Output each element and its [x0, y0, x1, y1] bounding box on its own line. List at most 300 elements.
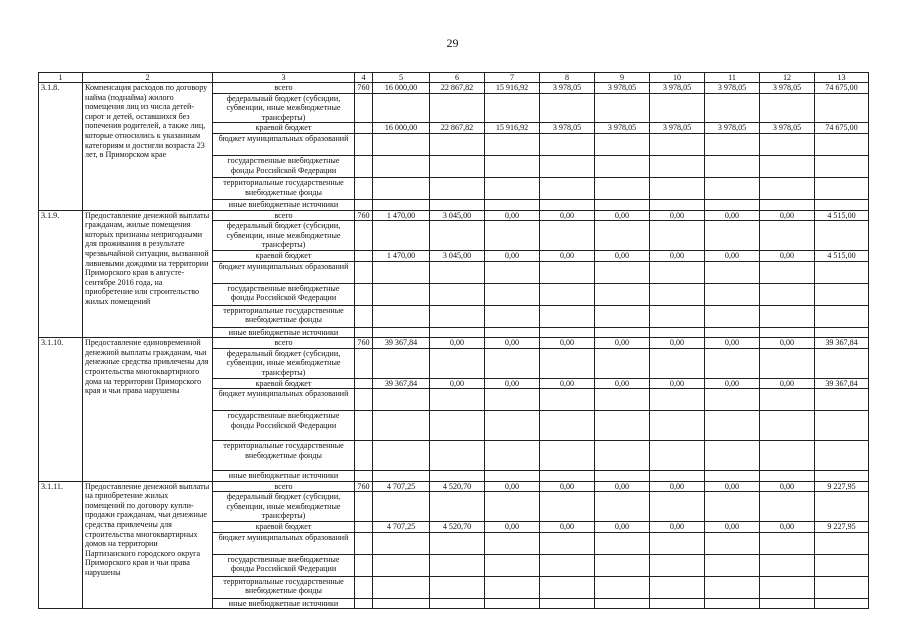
amount-cell: [595, 554, 650, 576]
amount-cell: 0,00: [485, 522, 540, 533]
amount-cell: [430, 492, 485, 522]
amount-cell: 4 707,25: [373, 522, 430, 533]
amount-cell: [815, 576, 869, 598]
amount-cell: 0,00: [705, 250, 760, 261]
amount-cell: [485, 177, 540, 199]
item-code: 3.1.9.: [39, 210, 83, 338]
amount-cell: [760, 348, 815, 378]
amount-cell: [485, 283, 540, 305]
amount-cell: 0,00: [540, 250, 595, 261]
amount-cell: [540, 492, 595, 522]
amount-cell: [373, 576, 430, 598]
amount-cell: [540, 598, 595, 609]
funding-source: территориальные государственные внебюджетные фонды: [213, 441, 355, 471]
amount-cell: [705, 283, 760, 305]
amount-cell: [430, 199, 485, 210]
column-4-cell: [355, 532, 373, 554]
amount-cell: [650, 199, 705, 210]
amount-cell: 0,00: [705, 378, 760, 389]
amount-cell: 0,00: [485, 378, 540, 389]
amount-cell: [650, 133, 705, 155]
amount-cell: [705, 411, 760, 441]
funding-source: иные внебюджетные источники: [213, 598, 355, 609]
amount-cell: [540, 155, 595, 177]
amount-cell: 4 707,25: [373, 481, 430, 492]
amount-cell: 0,00: [430, 378, 485, 389]
funding-source: иные внебюджетные источники: [213, 471, 355, 482]
amount-cell: 0,00: [540, 378, 595, 389]
amount-cell: 3 978,05: [705, 83, 760, 94]
amount-cell: 0,00: [650, 210, 705, 221]
amount-cell: [373, 177, 430, 199]
amount-cell: 0,00: [485, 481, 540, 492]
amount-cell: [760, 576, 815, 598]
amount-cell: 3 978,05: [650, 83, 705, 94]
column-4-cell: [355, 327, 373, 338]
table-row: [39, 210, 869, 221]
item-code: 3.1.10.: [39, 338, 83, 482]
item-name: Предоставление денежной выплаты гражданам, жилые помещения которых признаны непригодными для проживания в результате чрезвычайной ситуации, вызванной ливневыми дождями на территории Приморского края в августе-сентябре 2016 года, на приобретение или строительство жилых помещений: [83, 210, 213, 338]
amount-cell: [815, 389, 869, 411]
amount-cell: 4 515,00: [815, 250, 869, 261]
amount-cell: [595, 155, 650, 177]
amount-cell: 0,00: [705, 522, 760, 533]
amount-cell: 0,00: [650, 378, 705, 389]
amount-cell: 9 227,95: [815, 522, 869, 533]
amount-cell: [815, 305, 869, 327]
amount-cell: [705, 554, 760, 576]
amount-cell: [705, 133, 760, 155]
amount-cell: [760, 389, 815, 411]
amount-cell: [760, 305, 815, 327]
amount-cell: [650, 221, 705, 251]
amount-cell: 3 978,05: [595, 123, 650, 134]
amount-cell: [815, 261, 869, 283]
amount-cell: 39 367,84: [815, 338, 869, 349]
amount-cell: [650, 532, 705, 554]
amount-cell: [815, 155, 869, 177]
column-4-cell: [355, 598, 373, 609]
amount-cell: 0,00: [705, 338, 760, 349]
amount-cell: [485, 93, 540, 123]
header-cell: 8: [540, 73, 595, 83]
amount-cell: [650, 389, 705, 411]
amount-cell: 0,00: [760, 378, 815, 389]
funding-source: федеральный бюджет (субсидии, субвенции, иные межбюджетные трансферты): [213, 492, 355, 522]
amount-cell: [373, 327, 430, 338]
amount-cell: [373, 93, 430, 123]
page-number: 29: [446, 36, 459, 50]
amount-cell: [705, 221, 760, 251]
amount-cell: 4 520,70: [430, 481, 485, 492]
funding-source: бюджет муниципальных образований: [213, 389, 355, 411]
amount-cell: [430, 133, 485, 155]
amount-cell: [373, 532, 430, 554]
amount-cell: [540, 554, 595, 576]
amount-cell: 0,00: [595, 250, 650, 261]
amount-cell: 0,00: [650, 522, 705, 533]
header-cell: 10: [650, 73, 705, 83]
amount-cell: 3 978,05: [760, 83, 815, 94]
header-cell: 1: [39, 73, 83, 83]
amount-cell: [430, 471, 485, 482]
amount-cell: [430, 348, 485, 378]
amount-cell: [430, 441, 485, 471]
amount-cell: [430, 327, 485, 338]
funding-source: территориальные государственные внебюджетные фонды: [213, 305, 355, 327]
item-code: 3.1.8.: [39, 83, 83, 211]
amount-cell: 0,00: [595, 210, 650, 221]
funding-source: государственные внебюджетные фонды Российской Федерации: [213, 411, 355, 441]
funding-source: бюджет муниципальных образований: [213, 532, 355, 554]
amount-cell: 39 367,84: [373, 338, 430, 349]
table-row: [39, 481, 869, 492]
amount-cell: [595, 441, 650, 471]
amount-cell: [485, 199, 540, 210]
amount-cell: 3 978,05: [595, 83, 650, 94]
amount-cell: [485, 389, 540, 411]
amount-cell: [650, 554, 705, 576]
amount-cell: [540, 177, 595, 199]
amount-cell: [430, 261, 485, 283]
amount-cell: [760, 411, 815, 441]
column-4-cell: [355, 554, 373, 576]
amount-cell: [485, 598, 540, 609]
amount-cell: [815, 177, 869, 199]
amount-cell: [373, 441, 430, 471]
column-4-cell: [355, 199, 373, 210]
amount-cell: [595, 199, 650, 210]
amount-cell: 4 515,00: [815, 210, 869, 221]
amount-cell: 15 916,92: [485, 123, 540, 134]
column-4-cell: [355, 283, 373, 305]
amount-cell: [760, 492, 815, 522]
amount-cell: [430, 221, 485, 251]
amount-cell: [595, 327, 650, 338]
amount-cell: [373, 221, 430, 251]
amount-cell: 0,00: [760, 338, 815, 349]
header-cell: 11: [705, 73, 760, 83]
amount-cell: [760, 133, 815, 155]
column-4-cell: 760: [355, 210, 373, 221]
amount-cell: [595, 93, 650, 123]
amount-cell: [705, 327, 760, 338]
amount-cell: 0,00: [650, 250, 705, 261]
funding-source: бюджет муниципальных образований: [213, 133, 355, 155]
amount-cell: [760, 261, 815, 283]
amount-cell: [760, 554, 815, 576]
amount-cell: [705, 261, 760, 283]
amount-cell: 0,00: [540, 210, 595, 221]
amount-cell: [815, 133, 869, 155]
amount-cell: [430, 576, 485, 598]
funding-source: территориальные государственные внебюджетные фонды: [213, 177, 355, 199]
header-cell: 12: [760, 73, 815, 83]
amount-cell: [650, 471, 705, 482]
amount-cell: 0,00: [650, 338, 705, 349]
amount-cell: [815, 441, 869, 471]
amount-cell: 3 978,05: [540, 83, 595, 94]
amount-cell: [650, 155, 705, 177]
amount-cell: 3 045,00: [430, 210, 485, 221]
amount-cell: [705, 389, 760, 411]
amount-cell: [430, 389, 485, 411]
amount-cell: [373, 155, 430, 177]
column-4-cell: [355, 221, 373, 251]
header-cell: 13: [815, 73, 869, 83]
amount-cell: [485, 221, 540, 251]
column-4-cell: [355, 305, 373, 327]
amount-cell: [815, 199, 869, 210]
amount-cell: [485, 441, 540, 471]
amount-cell: [705, 177, 760, 199]
amount-cell: [485, 411, 540, 441]
amount-cell: [815, 283, 869, 305]
column-4-cell: [355, 123, 373, 134]
amount-cell: 1 470,00: [373, 210, 430, 221]
amount-cell: [595, 283, 650, 305]
amount-cell: [760, 441, 815, 471]
amount-cell: [430, 598, 485, 609]
column-4-cell: [355, 411, 373, 441]
header-cell: 5: [373, 73, 430, 83]
amount-cell: [430, 554, 485, 576]
amount-cell: [373, 261, 430, 283]
amount-cell: [540, 389, 595, 411]
amount-cell: [373, 348, 430, 378]
column-4-cell: [355, 250, 373, 261]
funding-source: государственные внебюджетные фонды Российской Федерации: [213, 155, 355, 177]
amount-cell: [760, 221, 815, 251]
funding-source: федеральный бюджет (субсидии, субвенции, иные межбюджетные трансферты): [213, 221, 355, 251]
amount-cell: [540, 261, 595, 283]
amount-cell: 3 978,05: [705, 123, 760, 134]
amount-cell: [815, 327, 869, 338]
amount-cell: [595, 389, 650, 411]
amount-cell: [705, 471, 760, 482]
amount-cell: [540, 327, 595, 338]
amount-cell: [650, 327, 705, 338]
amount-cell: 3 978,05: [760, 123, 815, 134]
table-row: [39, 83, 869, 94]
amount-cell: [373, 133, 430, 155]
column-4-cell: 760: [355, 83, 373, 94]
column-4-cell: [355, 471, 373, 482]
amount-cell: [815, 554, 869, 576]
amount-cell: [595, 261, 650, 283]
amount-cell: [373, 411, 430, 441]
header-cell: 7: [485, 73, 540, 83]
amount-cell: [485, 305, 540, 327]
header-cell: 9: [595, 73, 650, 83]
header-row: [39, 73, 869, 83]
amount-cell: [705, 93, 760, 123]
funding-source: территориальные государственные внебюджетные фонды: [213, 576, 355, 598]
amount-cell: 0,00: [595, 338, 650, 349]
amount-cell: [650, 283, 705, 305]
column-4-cell: [355, 492, 373, 522]
column-4-cell: [355, 155, 373, 177]
amount-cell: [373, 283, 430, 305]
amount-cell: [595, 221, 650, 251]
amount-cell: 0,00: [540, 481, 595, 492]
amount-cell: [705, 532, 760, 554]
amount-cell: 0,00: [760, 250, 815, 261]
amount-cell: [705, 492, 760, 522]
amount-cell: 0,00: [430, 338, 485, 349]
amount-cell: [595, 598, 650, 609]
amount-cell: 0,00: [595, 481, 650, 492]
amount-cell: [705, 348, 760, 378]
amount-cell: 9 227,95: [815, 481, 869, 492]
amount-cell: 16 000,00: [373, 83, 430, 94]
funding-source: всего: [213, 481, 355, 492]
funding-source: всего: [213, 338, 355, 349]
amount-cell: [705, 155, 760, 177]
amount-cell: [485, 327, 540, 338]
amount-cell: [430, 93, 485, 123]
table-row: [39, 338, 869, 349]
amount-cell: 3 978,05: [540, 123, 595, 134]
amount-cell: [650, 411, 705, 441]
amount-cell: [373, 199, 430, 210]
budget-table: [38, 72, 869, 609]
funding-source: краевой бюджет: [213, 123, 355, 134]
amount-cell: [595, 471, 650, 482]
item-name: Предоставление денежной выплаты на приобретение жилых помещений по договору купли-продажи гражданам, чьи денежные средства привлечены для строительства многоквартирных домов на территории Партизанского городского округа Приморского края и чьи права нарушены: [83, 481, 213, 609]
amount-cell: 0,00: [760, 522, 815, 533]
amount-cell: [760, 327, 815, 338]
amount-cell: [760, 283, 815, 305]
amount-cell: [595, 576, 650, 598]
amount-cell: [760, 532, 815, 554]
column-4-cell: [355, 348, 373, 378]
funding-source: иные внебюджетные источники: [213, 199, 355, 210]
amount-cell: [595, 532, 650, 554]
amount-cell: [595, 492, 650, 522]
amount-cell: [430, 532, 485, 554]
amount-cell: [705, 441, 760, 471]
amount-cell: [430, 305, 485, 327]
column-4-cell: [355, 378, 373, 389]
amount-cell: [373, 492, 430, 522]
amount-cell: [705, 598, 760, 609]
funding-source: всего: [213, 210, 355, 221]
amount-cell: [815, 532, 869, 554]
item-name: Компенсация расходов по договору найма (поднайма) жилого помещения лиц из числа детей-сирот и детей, оставшихся без попечения родителей, а также лиц, которые относились к указанным категориям и достигли возраста 23 лет, в Приморском крае: [83, 83, 213, 211]
amount-cell: [705, 305, 760, 327]
amount-cell: [650, 598, 705, 609]
amount-cell: [540, 305, 595, 327]
amount-cell: 0,00: [540, 522, 595, 533]
column-4-cell: [355, 93, 373, 123]
amount-cell: 0,00: [485, 210, 540, 221]
amount-cell: [485, 155, 540, 177]
amount-cell: 16 000,00: [373, 123, 430, 134]
amount-cell: [430, 177, 485, 199]
amount-cell: [485, 133, 540, 155]
item-code: 3.1.11.: [39, 481, 83, 609]
amount-cell: [760, 471, 815, 482]
amount-cell: 0,00: [760, 481, 815, 492]
column-4-cell: [355, 177, 373, 199]
amount-cell: 0,00: [540, 338, 595, 349]
amount-cell: [540, 221, 595, 251]
amount-cell: [485, 348, 540, 378]
amount-cell: [650, 261, 705, 283]
amount-cell: [815, 598, 869, 609]
amount-cell: [760, 199, 815, 210]
amount-cell: [430, 283, 485, 305]
amount-cell: [650, 576, 705, 598]
funding-source: краевой бюджет: [213, 250, 355, 261]
amount-cell: [485, 532, 540, 554]
amount-cell: [650, 441, 705, 471]
amount-cell: 0,00: [650, 481, 705, 492]
amount-cell: [595, 411, 650, 441]
column-4-cell: [355, 389, 373, 411]
funding-source: бюджет муниципальных образований: [213, 261, 355, 283]
amount-cell: [595, 177, 650, 199]
amount-cell: 3 978,05: [650, 123, 705, 134]
amount-cell: 0,00: [705, 210, 760, 221]
amount-cell: [540, 199, 595, 210]
amount-cell: [540, 283, 595, 305]
amount-cell: [650, 305, 705, 327]
amount-cell: 74 675,00: [815, 83, 869, 94]
amount-cell: [430, 155, 485, 177]
amount-cell: 0,00: [595, 522, 650, 533]
amount-cell: [485, 492, 540, 522]
amount-cell: [373, 305, 430, 327]
item-name: Предоставление единовременной денежной выплаты гражданам, чьи денежные средства привлечены для строительства многоквартирного дома на территории Приморского края и чьи права нарушены: [83, 338, 213, 482]
amount-cell: [373, 598, 430, 609]
header-cell: 3: [213, 73, 355, 83]
funding-source: федеральный бюджет (субсидии, субвенции, иные межбюджетные трансферты): [213, 348, 355, 378]
amount-cell: [705, 576, 760, 598]
amount-cell: 3 045,00: [430, 250, 485, 261]
amount-cell: [705, 199, 760, 210]
amount-cell: [485, 554, 540, 576]
amount-cell: [815, 348, 869, 378]
funding-source: федеральный бюджет (субсидии, субвенции, иные межбюджетные трансферты): [213, 93, 355, 123]
amount-cell: [815, 93, 869, 123]
column-4-cell: [355, 261, 373, 283]
column-4-cell: 760: [355, 481, 373, 492]
amount-cell: 22 867,82: [430, 123, 485, 134]
amount-cell: [760, 598, 815, 609]
header-cell: 4: [355, 73, 373, 83]
amount-cell: [485, 471, 540, 482]
amount-cell: [373, 389, 430, 411]
amount-cell: [373, 554, 430, 576]
amount-cell: [540, 348, 595, 378]
amount-cell: [373, 471, 430, 482]
amount-cell: [540, 133, 595, 155]
amount-cell: [540, 532, 595, 554]
funding-source: всего: [213, 83, 355, 94]
amount-cell: 0,00: [595, 378, 650, 389]
amount-cell: 0,00: [485, 338, 540, 349]
amount-cell: [595, 348, 650, 378]
amount-cell: [485, 576, 540, 598]
funding-source: государственные внебюджетные фонды Российской Федерации: [213, 283, 355, 305]
amount-cell: 0,00: [485, 250, 540, 261]
amount-cell: [595, 305, 650, 327]
amount-cell: [595, 133, 650, 155]
funding-source: краевой бюджет: [213, 378, 355, 389]
amount-cell: 39 367,84: [373, 378, 430, 389]
